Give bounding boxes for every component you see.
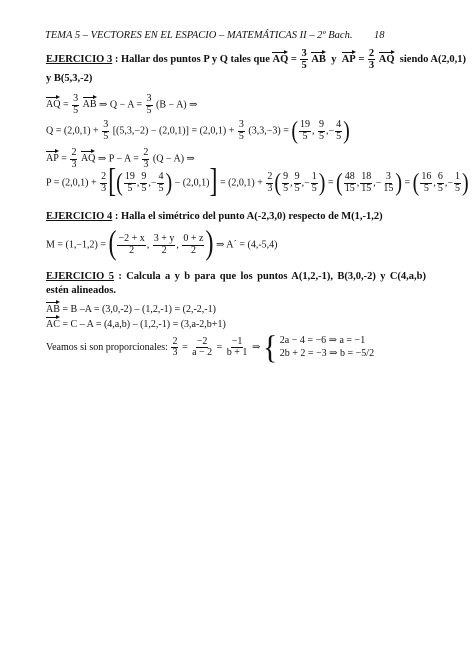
ej3-line4: P = (2,0,1) + $\frac{2}{3}$ [( $\frac{19}{5}$ , $\frac{9}{5}$ ,− $\frac{4}{5}$ ) − (2,0,1)] = (2,0,1) + $\frac{2}{3}$ ( $\frac{9}{5}$ , $\frac{9}{5}$ ,− $\frac{1}{5}$ ) = ( $\frac{48}{15}$ , $\frac{18}{15}$ ,− $\frac{3}{15}$ ) = ( $\frac{16}{5}$ , $\frac{6}{5}$ ,− $\frac{1}{5}$ ) <box>46 163 469 201</box>
ej5-label: EJERCICIO 5 <box>46 271 114 282</box>
ej3-line2: Q = (2,0,1) + $\frac{3}{5}$ [(5,3,−2) − (2,0,1)] = (2,0,1) + $\frac{3}{5}$ (3,3,−3) = ( $\frac{19}{5}$ , $\frac{9}{5}$ ,− $\frac{4}{5}$ ) <box>46 117 350 145</box>
vector-aq: AQ <box>272 53 289 65</box>
ej3-line1: AQ = $\frac{3}{5}$ AB ⇒ Q − A = $\frac{3}{5}$ (B − A) ⇒ <box>46 93 198 116</box>
header-title: TEMA 5 – VECTORES EN EL ESPACIO – MATEMÁTICAS II – 2º Bach. <box>45 30 353 41</box>
vector-ap: AP <box>341 53 356 65</box>
ej3-label: EJERCICIO 3 <box>46 53 113 65</box>
fraction: $\frac{2}{3}$ <box>368 48 375 72</box>
ej5-statement: EJERCICIO 5 : Calcula a y b para que los puntos A(1,2,-1), B(3,0,-2) y C(4,a,b) estén alineados. <box>46 271 426 297</box>
ej4-line: M = (1,−1,2) = ( $\frac{-2 + x}{2}$ , $\frac{3 + y}{2}$ , $\frac{0 + z}{2}$ ) ⇒ A´ = (4,-5,4) <box>46 225 278 263</box>
system-eq-1: 2a − 4 = −6 ⇒ a = −1 <box>279 335 366 346</box>
ej3-line3: AP = $\frac{2}{3}$ AQ ⇒ P − A = $\frac{2}{3}$ (Q − A) ⇒ <box>46 147 195 170</box>
vector-ab: AB <box>46 304 60 315</box>
page-header <box>45 31 352 42</box>
ej5-proportions: Veamos si son proporcionales: $\frac{2}{3}$ = $\frac{-2}{a - 2}$ = $\frac{-1}{b + 1}$ ⇒ { 2a − 4 = −6 ⇒ a = −1 2b + 2 = −3 ⇒ b = −5/2 <box>46 328 375 366</box>
vector-ac: AC <box>46 319 60 330</box>
vector-ab: AB <box>311 53 326 65</box>
ej4-label: EJERCICIO 4 <box>46 211 113 222</box>
ej5-ac-line: AC = C – A = (4,a,b) – (1,2,-1) = (3,a-2,b+1) <box>46 319 226 330</box>
ej3-statement-cont: y B(5,3,-2) <box>46 73 93 84</box>
vector-aq: AQ <box>378 53 395 65</box>
ej3-statement: EJERCICIO 3 : Hallar dos puntos P y Q tales que AQ = $\frac{3}{5}$ AB y AP = $\frac{2}{3}$ AQ siendo A(2,0,1) <box>46 48 467 72</box>
system-eq-2: 2b + 2 = −3 ⇒ b = −5/2 <box>279 347 375 359</box>
ej5-ab-line: AB = B –A = (3,0,-2) – (1,2,-1) = (2,-2,-1) <box>46 304 216 315</box>
ej4-statement: EJERCICIO 4 : Halla el simétrico del punto A(-2,3,0) respecto de M(1,-1,2) <box>46 211 383 222</box>
fraction: $\frac{3}{5}$ <box>301 48 307 72</box>
page-number: 18 <box>374 30 385 41</box>
